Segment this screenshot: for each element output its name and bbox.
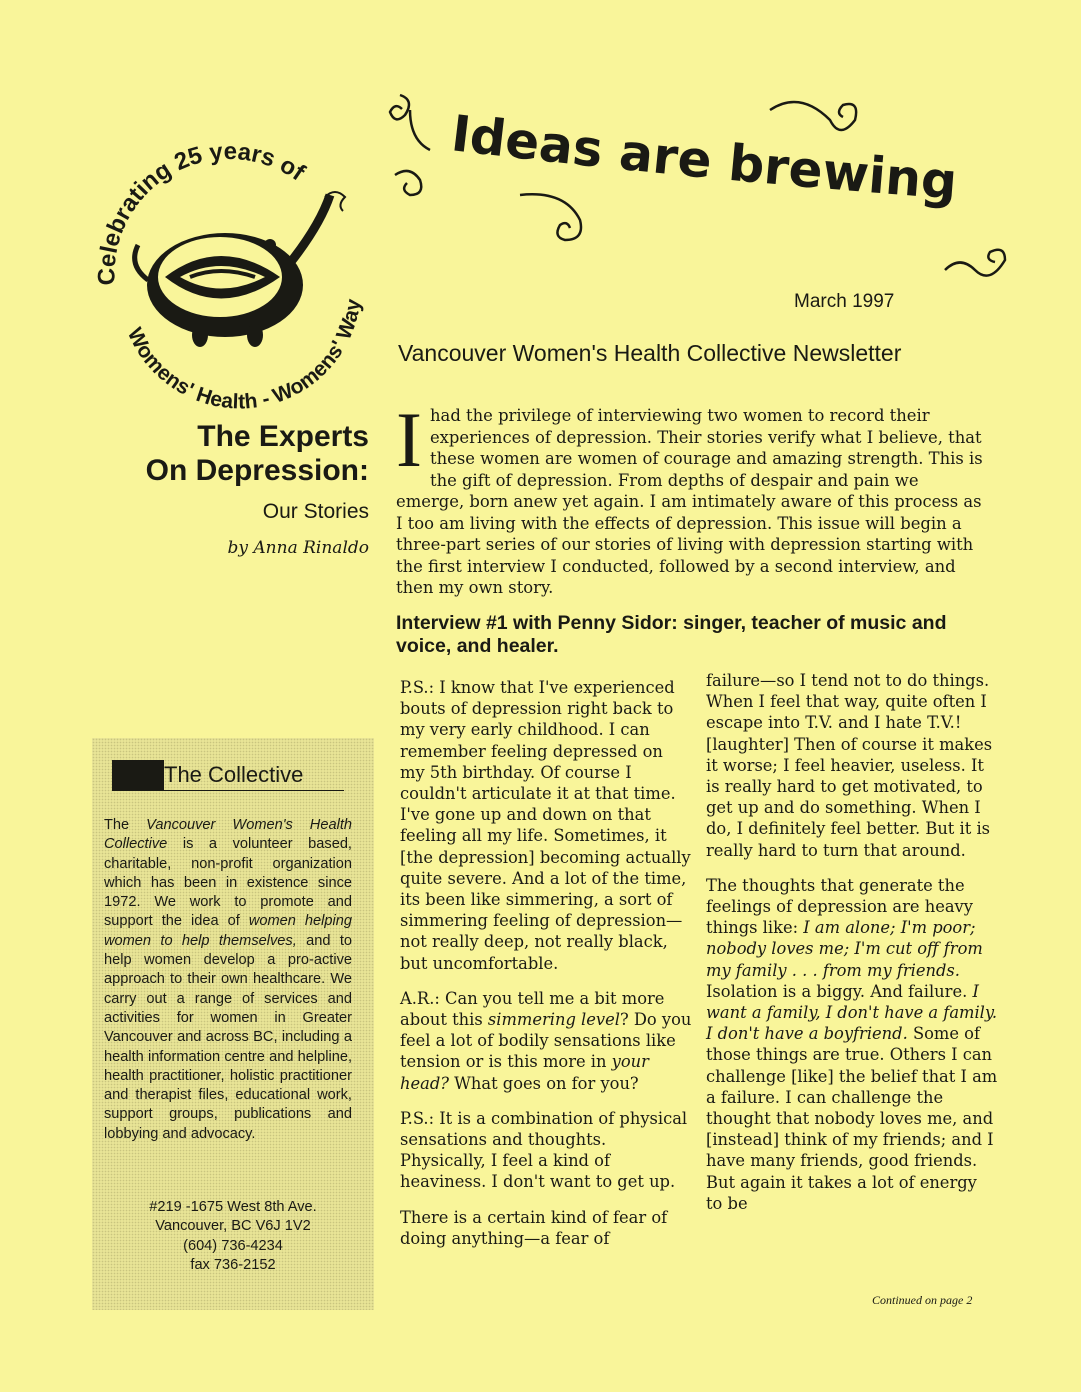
drop-cap: I (396, 396, 422, 483)
collective-sidebar (92, 738, 374, 1310)
phone-number: (604) 736-4234 (183, 1237, 283, 1254)
paragraph: P.S.: I know that I've experienced bouts of depression right back to my very early childhood. I can remember feeling depressed on my 5th birthday. Of course I couldn't articulate it at that time. I've gone up and down on that feeling all my life. Sometimes, it [the depression] becoming actually quite severe. And a lot of the time, its been like simmering, a sort of simmering feeling of depression— not really deep, not really black, but uncomfortable. (400, 678, 691, 973)
continued-note: Continued on page 2 (872, 1293, 973, 1307)
paragraph: There is a certain kind of fear of doing anything—a fear of (400, 1207, 668, 1248)
address-line: Vancouver, BC V6J 1V2 (155, 1218, 311, 1235)
collective-title: The Collective (164, 762, 304, 787)
intro-text: had the privilege of interviewing two women to record their experiences of depression. Their stories verify what I believe, that these women are women of courage and amazing strength. This is the gift of depression. From depths of despair and pain we emerge, born anew yet again. I am intimately aware of this process as I too am living with the effects of depression. This issue will begin a three-part series of our stories of living with depression starting with the first interview I conducted, followed by a second interview, and then my own story. (396, 406, 983, 597)
teapot-logo (70, 120, 370, 410)
newsletter-name: Vancouver Women's Health Collective Newsletter (398, 340, 902, 366)
banner-art (370, 80, 1010, 300)
byline: by Anna Rinaldo (227, 538, 369, 558)
banner (370, 80, 1010, 300)
header-square (112, 760, 164, 790)
article-headline (49, 420, 369, 558)
logo-arc-bottom: Womens' Health - Womens' Way (122, 297, 366, 410)
paragraph: The thoughts that generate the feelings of depression are heavy things like: I am alone; I'm poor; nobody loves me; I'm cut off from my family . . . from my friends. Isolation is a biggy. And failure. I want a family, I don't have a family. I don't have a boyfriend. Some of those things are true. Others I can challenge [like] the belief that I am a failure. I can challenge the thought that nobody loves me, and [instead] think of my friends; and I have many friends, good friends. But again it takes a lot of energy to be (706, 875, 998, 1213)
address-line: #219 -1675 West 8th Ave. (149, 1199, 317, 1215)
interview-subhead: Interview #1 with Penny Sidor: singer, teacher of music and voice, and healer. (396, 612, 947, 657)
fax-number: fax 736-2152 (190, 1256, 276, 1273)
headline-line2: On Depression: (145, 454, 369, 487)
logo-arc-top: Celebrating 25 years of (93, 137, 310, 286)
headline-subtitle: Our Stories (262, 500, 369, 523)
banner-title: Ideas are brewing (448, 104, 960, 211)
collective-address (92, 1198, 374, 1275)
collective-logo (70, 120, 370, 410)
teapot-icon (135, 192, 345, 347)
paragraph: P.S.: It is a combination of physical sensations and thoughts. Physically, I feel a kind of heaviness. I don't want to get up. (400, 1108, 688, 1192)
collective-header (112, 760, 344, 791)
intro-paragraph (396, 396, 988, 599)
paragraph: failure—so I tend not to do things. When I feel that way, quite often I escape into T.V. and I hate T.V.! [laughter] Then of course it makes it worse; I feel heavier, useless. It is really hard to get motivated, to get up and do something. When I do, I definitely feel better. But it is really hard to turn that around. (706, 671, 993, 860)
paragraph: A.R.: Can you tell me a bit more about this simmering level? Do you feel a lot of bodily sensations like tension or is this more in your head? What goes on for you? (400, 988, 692, 1093)
headline-line1: The Experts (197, 420, 369, 453)
article-column-2 (706, 670, 998, 1228)
article-column-1 (400, 677, 692, 1263)
issue-date: March 1997 (794, 291, 895, 312)
collective-description: The Vancouver Women's Health Collective is a volunteer based, charitable, non-profit organization which has been in existence since 1972. We work to promote and support the idea of women helping women to help themselves, and to help women develop a pro-active approach to their own healthcare. We carry out a range of services and activities for women in Greater Vancouver and across BC, including a health information centre and helpline, health practitioner, holistic practitioner and therapist files, educational work, support groups, publications and lobbying and advocacy. (104, 817, 353, 1142)
